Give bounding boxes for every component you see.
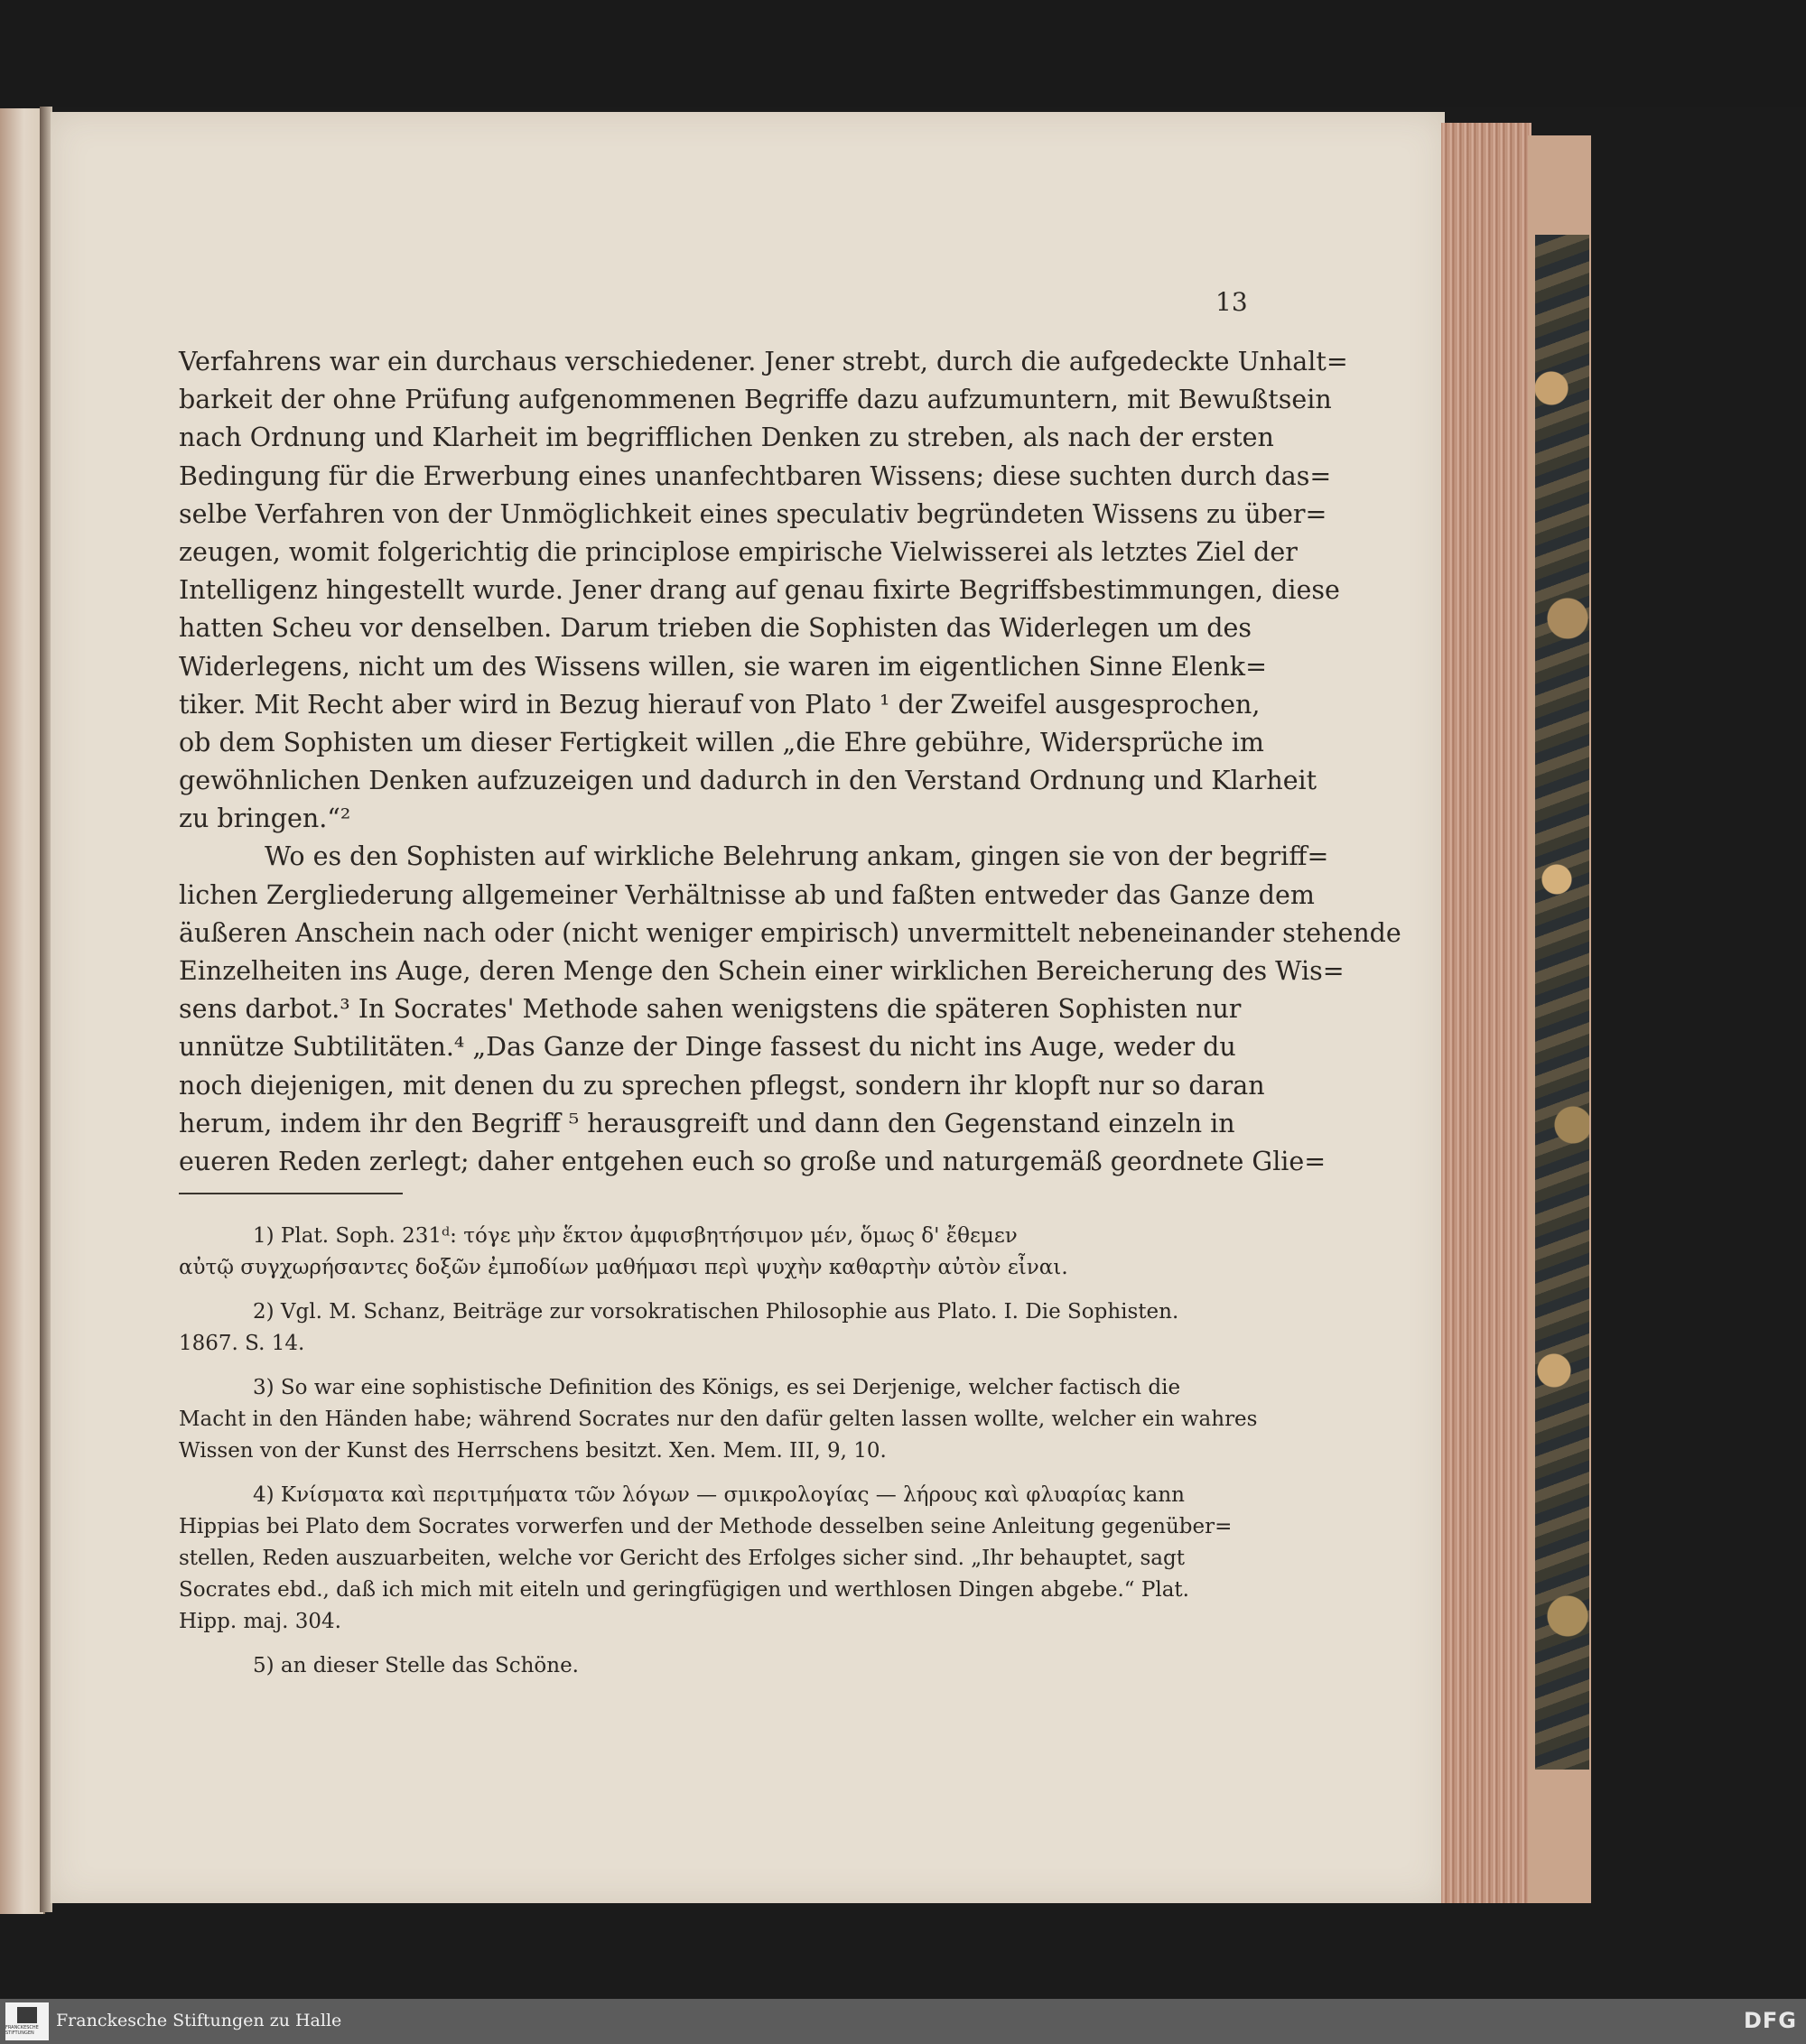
body-line: Wo es den Sophisten auf wirkliche Belehrung ankam, gingen sie von der begriff= <box>265 841 1329 872</box>
body-line: noch diejenigen, mit denen du zu sprechen pflegst, sondern ihr klopft nur so daran <box>179 1070 1265 1101</box>
footnotes <box>179 1221 1262 1695</box>
top-background <box>0 0 1806 107</box>
body-text <box>179 343 1401 1181</box>
page-edges <box>1441 123 1531 1903</box>
body-line: barkeit der ohne Prüfung aufgenommenen Begriffe dazu aufzumuntern, mit Bewußtsein <box>179 385 1332 415</box>
institution-logo[interactable] <box>5 2002 49 2040</box>
footnote-line: αὐτῷ συγχωρήσαντες δοξῶν ἐμποδίων μαθήμασι περὶ ψυχὴν καθαρτὴν αὐτὸν εἶναι. <box>179 1256 1068 1279</box>
footer-bar <box>0 1999 1806 2044</box>
body-line: Verfahrens war ein durchaus verschiedener. Jener strebt, durch die aufgedeckte Unhalt= <box>179 347 1348 376</box>
body-line: äußeren Anschein nach oder (nicht weniger empirisch) unvermittelt nebeneinander stehende <box>179 917 1401 948</box>
footnote-2 <box>179 1296 1262 1360</box>
page-number: 13 <box>1215 287 1248 317</box>
body-line: Bedingung für die Erwerbung eines unanfechtbaren Wissens; diese suchten durch das= <box>179 460 1332 491</box>
dfg-logo[interactable]: DFG <box>1743 2008 1797 2033</box>
footnote-line: Wissen von der Kunst des Herrschens besitzt. Xen. Mem. III, 9, 10. <box>179 1439 887 1463</box>
logo-caption: FRANCKESCHE STIFTUNGEN <box>5 2025 39 2036</box>
body-line: hatten Scheu vor denselben. Darum trieben die Sophisten das Widerlegen um des <box>179 613 1252 644</box>
footnote-1 <box>179 1221 1262 1284</box>
body-line: eueren Reden zerlegt; daher entgehen euch so große und naturgemäß geordnete Glie= <box>179 1146 1327 1176</box>
body-line: Widerlegens, nicht um des Wissens willen, sie waren im eigentlichen Sinne Elenk= <box>179 651 1267 682</box>
body-line: selbe Verfahren von der Unmöglichkeit eines speculativ begründeten Wissens zu über= <box>179 498 1327 529</box>
body-line: sens darbot.³ In Socrates' Methode sahen wenigstens die späteren Sophisten nur <box>179 994 1242 1025</box>
footnote-5 <box>179 1650 1262 1682</box>
body-line: zeugen, womit folgerichtig die principlose empirische Vielwisserei als letztes Ziel der <box>179 536 1298 567</box>
body-line: herum, indem ihr den Begriff ⁵ herausgreift und dann den Gegenstand einzeln in <box>179 1108 1235 1138</box>
footnote-line: Macht in den Händen habe; während Socrates nur den dafür gelten lassen wollte, welcher ein wahres <box>179 1408 1258 1431</box>
body-line: Einzelheiten ins Auge, deren Menge den Schein einer wirklichen Bereicherung des Wis= <box>179 956 1345 986</box>
body-line: lichen Zergliederung allgemeiner Verhältnisse ab und faßten entweder das Ganze dem <box>179 879 1315 910</box>
body-line: Intelligenz hingestellt wurde. Jener drang auf genau fixirte Begriffsbestimmungen, diese <box>179 575 1340 606</box>
institution-name[interactable]: Franckesche Stiftungen zu Halle <box>56 2011 342 2030</box>
marbled-endpaper <box>1535 235 1589 1770</box>
footnote-line: Hippias bei Plato dem Socrates vorwerfen und der Methode desselben seine Anleitung gegenüber= <box>179 1515 1233 1538</box>
footnote-3 <box>179 1372 1262 1467</box>
footnote-line: 3) So war eine sophistische Definition des Königs, es sei Derjenige, welcher factisch die <box>253 1376 1181 1399</box>
body-line: unnütze Subtilitäten.⁴ „Das Ganze der Dinge fassest du nicht ins Auge, weder du <box>179 1032 1236 1063</box>
footnote-line: stellen, Reden auszuarbeiten, welche vor Gericht des Erfolges sicher sind. „Ihr behauptet, sagt <box>179 1547 1185 1570</box>
body-line: nach Ordnung und Klarheit im begrifflichen Denken zu streben, als nach der ersten <box>179 423 1274 453</box>
footnote-line: Hipp. maj. 304. <box>179 1610 341 1633</box>
body-line: tiker. Mit Recht aber wird in Bezug hierauf von Plato ¹ der Zweifel ausgesprochen, <box>179 689 1261 720</box>
footnote-line: 2) Vgl. M. Schanz, Beiträge zur vorsokratischen Philosophie aus Plato. I. Die Sophisten. <box>253 1300 1179 1324</box>
footnote-line: 5) an dieser Stelle das Schöne. <box>253 1654 579 1677</box>
footnote-line: Socrates ebd., daß ich mich mit eiteln und geringfügigen und werthlosen Dingen abgebe.“ Plat. <box>179 1578 1189 1602</box>
footnote-line: 4) Κνίσματα καὶ περιτμήματα τῶν λόγων — σμικρολογίας — λήρους καὶ φλυαρίας kann <box>253 1483 1185 1507</box>
body-line: zu bringen.“² <box>179 804 351 834</box>
body-line: gewöhnlichen Denken aufzuzeigen und dadurch in den Verstand Ordnung und Klarheit <box>179 766 1317 796</box>
footnote-4 <box>179 1480 1262 1638</box>
previous-page-edge <box>0 108 45 1914</box>
footnote-line: 1867. S. 14. <box>179 1332 305 1355</box>
logo-mark-icon <box>17 2007 37 2023</box>
body-line: ob dem Sophisten um dieser Fertigkeit willen „die Ehre gebühre, Widersprüche im <box>179 727 1264 757</box>
footnote-separator <box>179 1193 403 1194</box>
footnote-line: 1) Plat. Soph. 231ᵈ: τόγε μὴν ἕκτον ἀμφισβητήσιμον μέν, ὅμως δ' ἔθεμεν <box>253 1224 1018 1248</box>
